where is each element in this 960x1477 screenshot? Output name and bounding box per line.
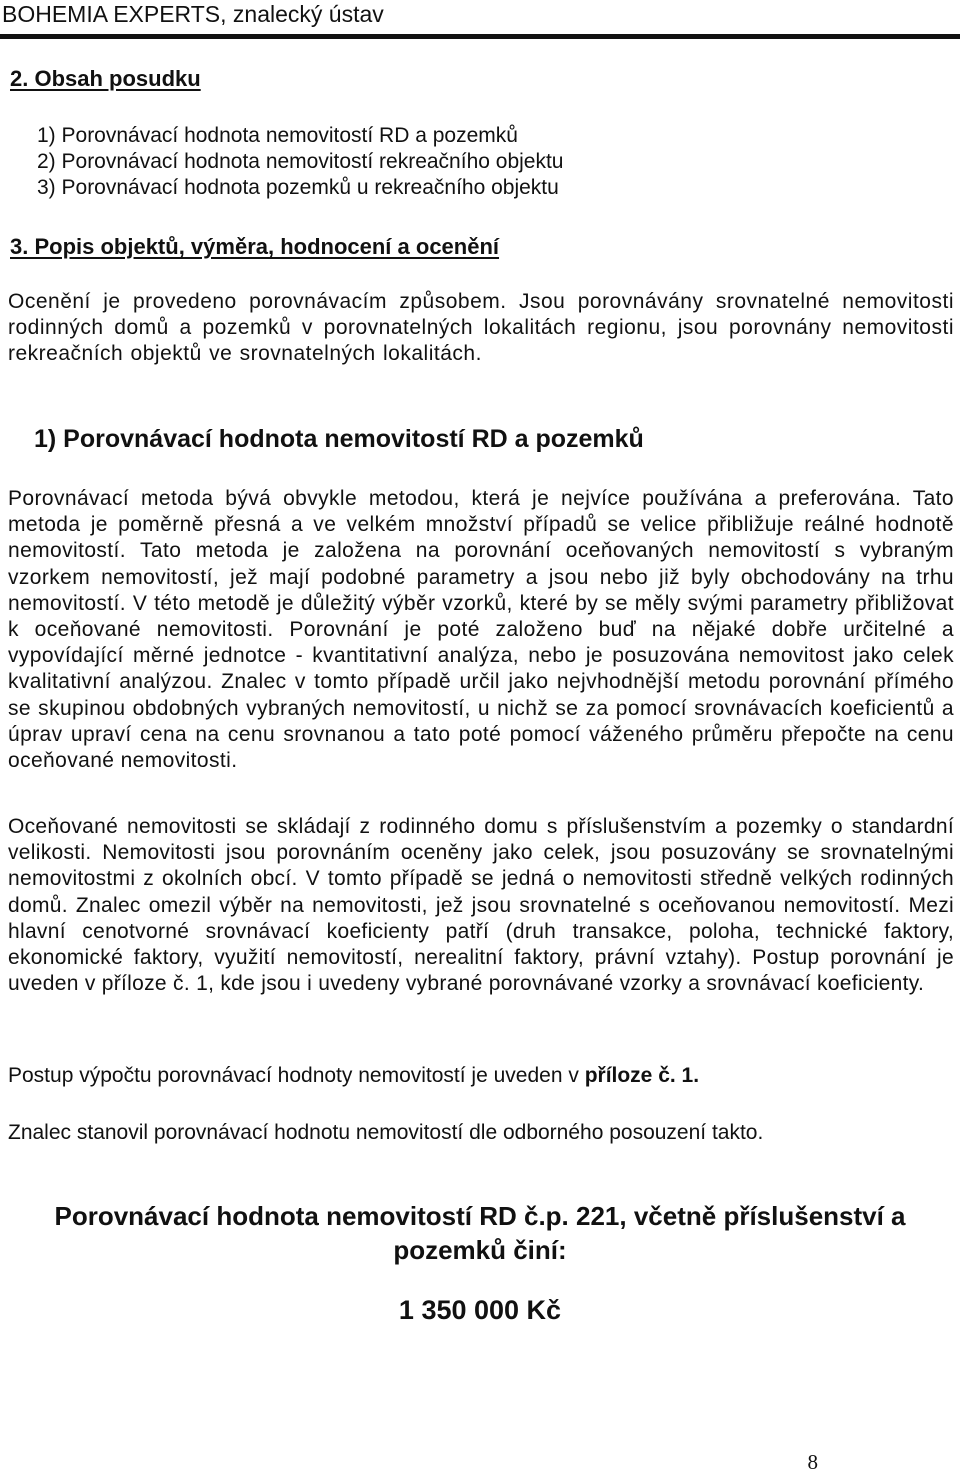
expert-note: Znalec stanovil porovnávací hodnotu nemovitostí dle odborného posouzení takto. bbox=[8, 1121, 764, 1144]
page-number: 8 bbox=[807, 1450, 818, 1474]
result-value: 1 350 000 Kč bbox=[398, 1295, 562, 1325]
calculation-note bbox=[8, 1063, 699, 1089]
calculation-note-text: Postup výpočtu porovnávací hodnoty nemovitostí je uveden v bbox=[8, 1064, 585, 1087]
subsection-1-heading: 1) Porovnávací hodnota nemovitostí RD a pozemků bbox=[34, 425, 644, 453]
header-rule bbox=[0, 34, 960, 39]
result-title bbox=[0, 1199, 960, 1267]
section-2-heading: 2. Obsah posudku bbox=[10, 66, 201, 91]
contents-item: 3) Porovnávací hodnota pozemků u rekreačního objektu bbox=[37, 176, 559, 199]
calculation-note-annex: příloze č. 1. bbox=[584, 1064, 700, 1087]
properties-paragraph: Oceňované nemovitosti se skládají z rodinného domu s příslušenstvím a pozemky o standardní velikosti. Nemovitosti jsou porovnáním oceněny jako celek, jsou posuzovány se srovnatelnými nemovitostmi z okolních obcí. V tomto případě se jedná o nemovitosti středně velkých rodinných domů. Znalec omezil výběr na nemovitosti, jež jsou srovnatelné s oceňovanou nemovitostí. Mezi hlavní cenotvorné srovnávací koeficienty patří (druh transakce, poloha, technické faktory, ekonomické faktory, využití nemovitostí, nerealitní faktory, právní vztahy). Postup porovnání je uveden v příloze č. 1, kde jsou i uvedeny vybrané porovnávané vzorky a srovnávací koeficienty. bbox=[8, 815, 954, 996]
section-3-heading: 3. Popis objektů, výměra, hodnocení a ocenění bbox=[10, 234, 500, 259]
result-title-line: Porovnávací hodnota nemovitostí RD č.p. 221, včetně příslušenství a bbox=[54, 1201, 906, 1231]
contents-item: 2) Porovnávací hodnota nemovitostí rekreačního objektu bbox=[37, 150, 564, 173]
result-title-line: pozemků činí: bbox=[393, 1235, 567, 1265]
contents-item: 1) Porovnávací hodnota nemovitostí RD a pozemků bbox=[37, 124, 518, 147]
contents-list bbox=[37, 123, 563, 201]
header-title: BOHEMIA EXPERTS, znalecký ústav bbox=[2, 1, 384, 27]
intro-paragraph: Ocenění je provedeno porovnávacím způsobem. Jsou porovnávány srovnatelné nemovitosti rodinných domů a pozemků v porovnatelných lokalitách regionu, jsou porovnány nemovitosti rekreačních objektů ve srovnatelných lokalitách. bbox=[8, 290, 954, 365]
method-paragraph: Porovnávací metoda bývá obvykle metodou, která je nejvíce používána a preferována. Tato metoda je poměrně přesná a ve velkém množství případů se velice přibližuje reálné hodnotě nemovitostí. Tato metoda je založena na porovnání oceňovaných nemovitostí s vybraným vzorkem nemovitostí, jež mají podobné parametry a jsou nebo již byly obchodovány na trhu nemovitostí. V této metodě je důležitý výběr vzorků, které by se měly svými parametry přibližovat k oceňované nemovitosti. Porovnání je poté založeno buď na nějaké dobře určitelné a vypovídající měrné jednotce - kvantitativní analýza, nebo je posuzována nemovitost jako celek kvalitativní analýzou. Znalec v tomto případě určil jako nejvhodnější metodu porovnání přímého se skupinou obdobných vybraných nemovitostí, u nichž se za pomocí srovnávacích koeficientů a úprav upraví cena na cenu srovnanou a tato poté pomocí váženého průměru přepočte na cenu oceňované nemovitosti. bbox=[8, 487, 954, 773]
